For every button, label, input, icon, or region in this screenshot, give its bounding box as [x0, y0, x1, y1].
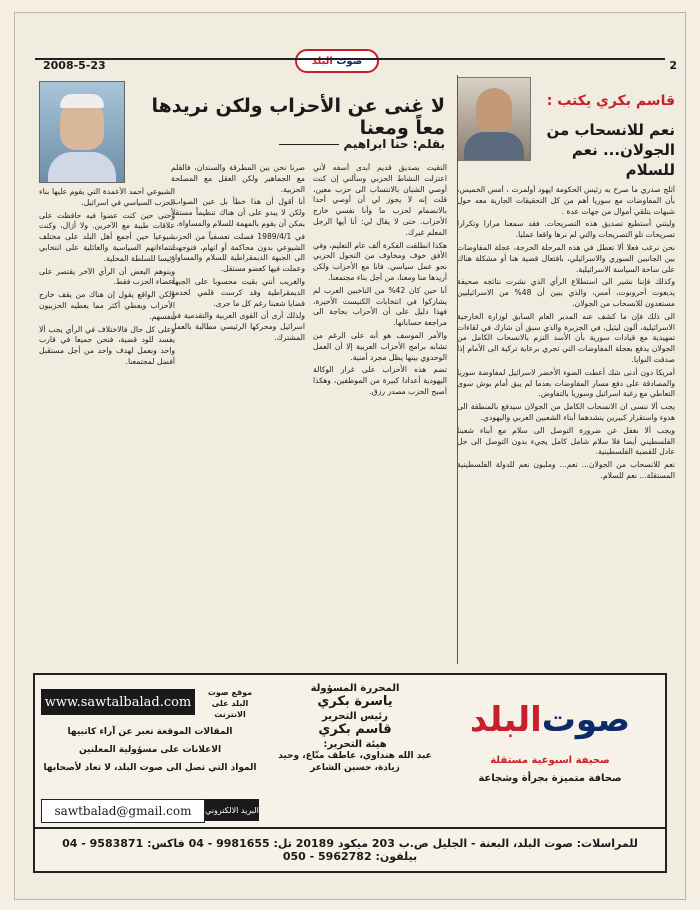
columnist-photo	[457, 77, 531, 161]
brand-block	[441, 681, 659, 821]
article-paragraph: صرنا نحن بين المطرقة والسندان، فالقلم مع الجماهير ولكن العقل مع المصلحة الحزبية.	[171, 163, 305, 194]
column-paragraph: نعم للانسحاب من الجولان... نعم... وملبون نعم للدولة الفلسطينية المستقلة... نعم للسلام.	[457, 460, 675, 480]
note-item: المقالات الموقعة تعبر عن آراء كاتبيها	[67, 727, 233, 737]
masthead-logo	[295, 49, 379, 73]
column-paragraph: أمريكا دون أدنى شك أعطت الضوء الأخضر لاسرائيل لمفاوضة سوريا والمصادقة على دفع مسار المفاوضات بعدما لم يبق أمام بوش سوى التعاطي مع رغبة اسرائيل وسوريا بالتفاوض.	[457, 367, 675, 399]
article-column-3	[39, 187, 175, 753]
issue-date: 2008-5-23	[43, 59, 106, 72]
article-paragraph: والأمر الموسف هو أنه على الرغم من تشابه برامج الأحزاب العربية إلا أن العمل الوحدوي بينها يظل مجرد أمنية.	[313, 330, 447, 362]
editor-label: المحررة المسؤولة	[310, 683, 400, 694]
article-paragraph: ولكن الواقع يقول إن هناك من يقف خارج الأحزاب ويعطي أكثر مما يعطيه الحزبيون أنفسهم.	[39, 290, 175, 321]
article-headline: لا غنى عن الأحزاب ولكن نريدها معاً ومعنا	[151, 95, 445, 139]
tagline-primary: صحيفة اسبوعية مستقلة	[490, 755, 610, 766]
email-label: البريد الالكتروني	[205, 799, 259, 821]
article-paragraph: والغريب أنني بقيت محسوبا على الجبهة الديمقراطية وقد كرست قلمي لخدمة قضايا شعبنا رغم كل ما جرى.	[171, 276, 305, 308]
column-paragraph: وليتني أستطيع تصديق هذه التصريحات. فقد سمعنا مرارا وتكرارا تصريحات تلو التصريحات والتي لم نرها واقعا عمليا.	[457, 219, 675, 240]
staff-block	[275, 681, 435, 821]
chief-name: قاسم بكري	[318, 722, 392, 737]
columnist-face	[476, 88, 512, 132]
column-paragraph: ويجب ألا نغفل عن ضرورة التوصل الى سلام مع أبناء شعبنا الفلسطيني أيضا فلا سلام شامل كامل يجيء بدون التوصل الى حل عادل للقضية الفلسطينية.	[457, 425, 675, 457]
chief-label: رئيس التحرير	[322, 711, 388, 722]
brand-logo	[447, 691, 653, 749]
column-paragraph: الى ذلك فإن ما كشف عنه المدير العام السابق لوزارة الخارجية الاسرائيلية، ألون ليئيل، في الجزيرة والذي سبق أن شارك في لقاءات تمهيدية مع قيادات سورية بأن الأسد التزم بالانسحاب الكامل من الجولان يدفع بعجلة المفاوضات التي تجري برعاية تركية الى الأمام إذا صدقت النوايا.	[457, 311, 675, 364]
website-link[interactable]: www.sawtalbalad.com	[41, 689, 195, 715]
opinion-column	[453, 75, 679, 664]
note-item: المواد التي تصل الى صوت البلد، لا تعاد لأصحابها	[43, 763, 257, 773]
brand-red-text: البلد	[469, 700, 542, 740]
brand-blue-text: صوت	[541, 700, 631, 740]
column-paragraph: نحن نرغب فعلا ألا تعطل في هذه المرحلة الحرجة، عجلة المفاوضات بين الجانبين السوري والاسرائيلي، بافتعال قضية هنا أو مشكلة هناك على ساحة السياسة الاسرائيلية.	[457, 242, 675, 274]
article-paragraph: الشيوعي أحمد الأعمدة التي يقوم عليها بناء الحزب السياسي في اسرائيل.	[39, 187, 175, 207]
article-paragraph: وعلى كل حال فالاختلاف في الرأي يجب ألا يفسد للود قضية، فنحن جميعا في قارب واحد ونعمل لهدف واحد من أجل مستقبل أفضل لمجتمعنا.	[39, 324, 175, 366]
note-item: الاعلانات على مسؤولية المعلنين	[78, 745, 222, 755]
column-byline: قاسم بكري يكتب :	[546, 93, 675, 109]
mailing-address: للمراسلات: صوت البلد، البعنة - الجليل ص.ب 203 ميكود 20189 تل: 9981655 - 04 فاكس: 9583871 - 04 بيلفون: 5962782 - 050	[35, 827, 665, 871]
masthead-box	[33, 673, 667, 873]
board-label: هيئة التحرير:	[323, 739, 387, 750]
article-paragraph: أنا حين كان 42% من الناخبين العرب لم يشاركوا في انتخابات الكنيست الأخيرة، فهذا دليل على أن الأحزاب بحاجة الى مراجعة حساباتها.	[313, 285, 447, 328]
columnist-shoulders	[464, 132, 524, 160]
email-link[interactable]: sawtbalad@gmail.com	[41, 799, 205, 823]
article-paragraph: وحتى حين كنت عضوا فيه حافظت على علاقات طيبة مع الآخرين. ولا أزال، وكنت شيوعيا حين أجمع أهل البلد على مختلف انتماءاتهم السياسية والعائلية على انتخابي رئيسا للسلطة المحلية.	[39, 210, 175, 263]
author-photo	[39, 81, 125, 183]
page-number: 2	[669, 59, 677, 72]
main-article	[21, 75, 453, 664]
tagline-secondary: صحافة متميزة بجرأة وشجاعة	[478, 773, 622, 784]
article-paragraph: تضم هذه الأحزاب على غرار الوكالة اليهودية أعدادا كبيرة من الموظفين، وهكذا أصبح الحزب مصدر رزق.	[313, 365, 447, 396]
column-headline: نعم للانسحاب من الجولان... نعم للسلام	[546, 121, 675, 179]
column-paragraph: أثلج صدري ما صرح به رئيس الحكومة ايهود أولمرت ، أمس الخميس، بأن المفاوضات مع سوريا أهم من كل التحقيقات الجارية معه حول شبهات بتلقي أموال من جهات عدة .	[457, 185, 675, 216]
author-hair	[60, 94, 104, 108]
article-paragraph: في 1989/4/1 فصلت تعسفياً من الحزب الشيوعي بدون محاكمة أو اتهام، فتوجهت الى الجبهة الديمقراطية للسلام والمساواة وعملت فيها كعضو مستقل.	[171, 231, 305, 274]
article-paragraph: أنا أقول أن هذا خطأ بل عين الصواب، ولكن لا يبدو على أن هناك تنظيماً مستقلاً يمكن أن يقوم بالمهمة للسلام والمساواة.	[171, 197, 305, 228]
author-shirt	[48, 152, 116, 182]
article-paragraph: التقيت بصديق قديم أبدى أسفه لأني اعتزلت النشاط الحزبي وسألني إن كنت أوصي الشبان بالانتساب الى حزب معين، قلت إنه لا يجوز لي أن أوصي أحدا بالانضمام لحزب ما وأنا نفسي خارج الأحزاب. حتى لا يقال لي: أنا أيها الرجل المعلم غيرك.	[313, 163, 447, 237]
column-paragraph: يجب ألا ننسى ان الانسحاب الكامل من الجولان سيدفع بالمنطقة الى هدوء واستقرار كبيرين ينشدهما أبناء الشعبين العربي واليهودي.	[457, 402, 675, 422]
article-paragraph: ولذلك أرى أن القوى العربية والتقدمية في اسرائيل ومحركها الرئيسي مطالبة بالعمل المشترك.	[171, 311, 305, 342]
article-byline	[127, 137, 445, 151]
article-paragraph: هكذا انطلقت الفكرة ألف عام التعليم، وفي الأفق خوف ومخاوف من التحول الحزبي نحو عمل سياسي. فانا مع الأحزاب ولكن أريدها منا ومعنا، من أجل بناء مجتمعنا.	[313, 240, 447, 282]
article-column-1	[313, 163, 447, 753]
column-divider	[457, 75, 458, 664]
logo-blue-text: صوت	[336, 55, 363, 67]
byline-rule	[279, 144, 339, 145]
website-label: موقع صوت البلد على الانترنت	[207, 688, 253, 719]
newspaper-page	[14, 12, 686, 900]
byline-text: بقلم: حنا ابراهيم	[343, 137, 445, 151]
editorial-notes	[41, 723, 259, 777]
article-paragraph: ويتوهم البعض أن الرأي الآخر يقتصر على أعضاء الحزب فقط.	[39, 266, 175, 287]
column-body	[457, 185, 675, 755]
logo-red-text: البلد	[311, 55, 333, 67]
editor-name: ياسرة بكري	[317, 694, 393, 709]
page-header	[15, 13, 685, 75]
column-paragraph: وكذلك فإننا نشير الى استطلاع الرأي الذي نشرت نتائجه صحيفة يديعوت أحرونوت، أمس، والذي يبين أن 48% من الاسرائيليين مستعدون للانسحاب من الجولان.	[457, 277, 675, 308]
board-names: عبد الله هنداوي، عاطف منّاع، وحيد زيادة، حسين الشاعر	[278, 751, 432, 773]
header-rule	[35, 58, 665, 60]
article-column-2	[171, 163, 305, 753]
